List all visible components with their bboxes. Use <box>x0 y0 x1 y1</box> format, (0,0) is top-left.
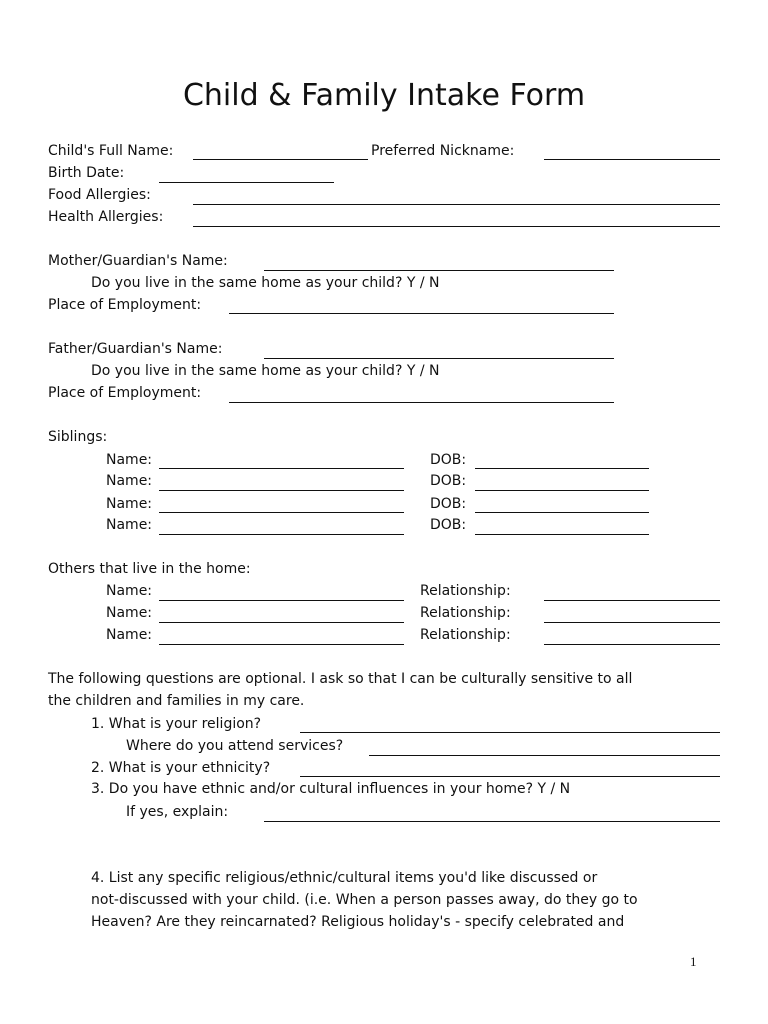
sibling-name-label: Name: <box>106 517 153 533</box>
q4-line3: Heaven? Are they reincarnated? Religious holiday's - specify celebrated and <box>91 914 625 930</box>
form-title: Child & Family Intake Form <box>182 78 586 113</box>
sibling-dob-field[interactable] <box>475 534 649 535</box>
others-heading: Others that live in the home: <box>48 561 251 577</box>
other-relationship-field[interactable] <box>544 600 720 601</box>
services-field[interactable] <box>369 755 720 756</box>
explain-label: If yes, explain: <box>126 804 229 820</box>
other-name-field[interactable] <box>159 644 404 645</box>
mother-same-home-question: Do you live in the same home as your child? Y / N <box>91 275 440 291</box>
other-name-field[interactable] <box>159 622 404 623</box>
nickname-label: Preferred Nickname: <box>371 143 515 159</box>
q4-line1: 4. List any specific religious/ethnic/cultural items you'd like discussed or <box>91 870 598 886</box>
sibling-dob-label: DOB: <box>430 452 467 468</box>
optional-intro-line2: the children and families in my care. <box>48 693 305 709</box>
sibling-dob-field[interactable] <box>475 490 649 491</box>
sibling-name-label: Name: <box>106 496 153 512</box>
mother-name-field[interactable] <box>264 270 614 271</box>
religion-question: 1. What is your religion? <box>91 716 262 732</box>
services-question: Where do you attend services? <box>126 738 344 754</box>
father-employment-field[interactable] <box>229 402 614 403</box>
page-number: 1 <box>690 954 697 969</box>
mother-employment-field[interactable] <box>229 313 614 314</box>
ethnicity-question: 2. What is your ethnicity? <box>91 760 271 776</box>
sibling-dob-field[interactable] <box>475 468 649 469</box>
health-allergies-field[interactable] <box>193 226 720 227</box>
other-name-label: Name: <box>106 627 153 643</box>
mother-name-label: Mother/Guardian's Name: <box>48 253 228 269</box>
health-allergies-label: Health Allergies: <box>48 209 164 225</box>
father-employment-label: Place of Employment: <box>48 385 202 401</box>
other-relationship-label: Relationship: <box>420 605 511 621</box>
cultural-influences-question: 3. Do you have ethnic and/or cultural influences in your home? Y / N <box>91 781 571 797</box>
q4-line2: not-discussed with your child. (i.e. When a person passes away, do they go to <box>91 892 638 908</box>
father-name-label: Father/Guardian's Name: <box>48 341 223 357</box>
sibling-dob-label: DOB: <box>430 473 467 489</box>
other-name-label: Name: <box>106 605 153 621</box>
other-relationship-label: Relationship: <box>420 583 511 599</box>
child-full-name-label: Child's Full Name: <box>48 143 174 159</box>
birth-date-field[interactable] <box>159 182 334 183</box>
father-same-home-question: Do you live in the same home as your child? Y / N <box>91 363 440 379</box>
sibling-name-field[interactable] <box>159 534 404 535</box>
sibling-name-field[interactable] <box>159 512 404 513</box>
father-name-field[interactable] <box>264 358 614 359</box>
other-relationship-field[interactable] <box>544 644 720 645</box>
religion-field[interactable] <box>300 732 720 733</box>
sibling-name-label: Name: <box>106 452 153 468</box>
ethnicity-field[interactable] <box>300 776 720 777</box>
sibling-name-field[interactable] <box>159 490 404 491</box>
explain-field[interactable] <box>264 821 720 822</box>
other-relationship-label: Relationship: <box>420 627 511 643</box>
sibling-dob-label: DOB: <box>430 496 467 512</box>
sibling-name-field[interactable] <box>159 468 404 469</box>
sibling-dob-label: DOB: <box>430 517 467 533</box>
siblings-heading: Siblings: <box>48 429 108 445</box>
food-allergies-field[interactable] <box>193 204 720 205</box>
sibling-name-label: Name: <box>106 473 153 489</box>
food-allergies-label: Food Allergies: <box>48 187 151 203</box>
nickname-field[interactable] <box>544 159 720 160</box>
child-full-name-field[interactable] <box>193 159 368 160</box>
other-name-field[interactable] <box>159 600 404 601</box>
optional-intro-line1: The following questions are optional. I ask so that I can be culturally sensitive to all <box>48 671 633 687</box>
sibling-dob-field[interactable] <box>475 512 649 513</box>
birth-date-label: Birth Date: <box>48 165 125 181</box>
mother-employment-label: Place of Employment: <box>48 297 202 313</box>
other-name-label: Name: <box>106 583 153 599</box>
other-relationship-field[interactable] <box>544 622 720 623</box>
